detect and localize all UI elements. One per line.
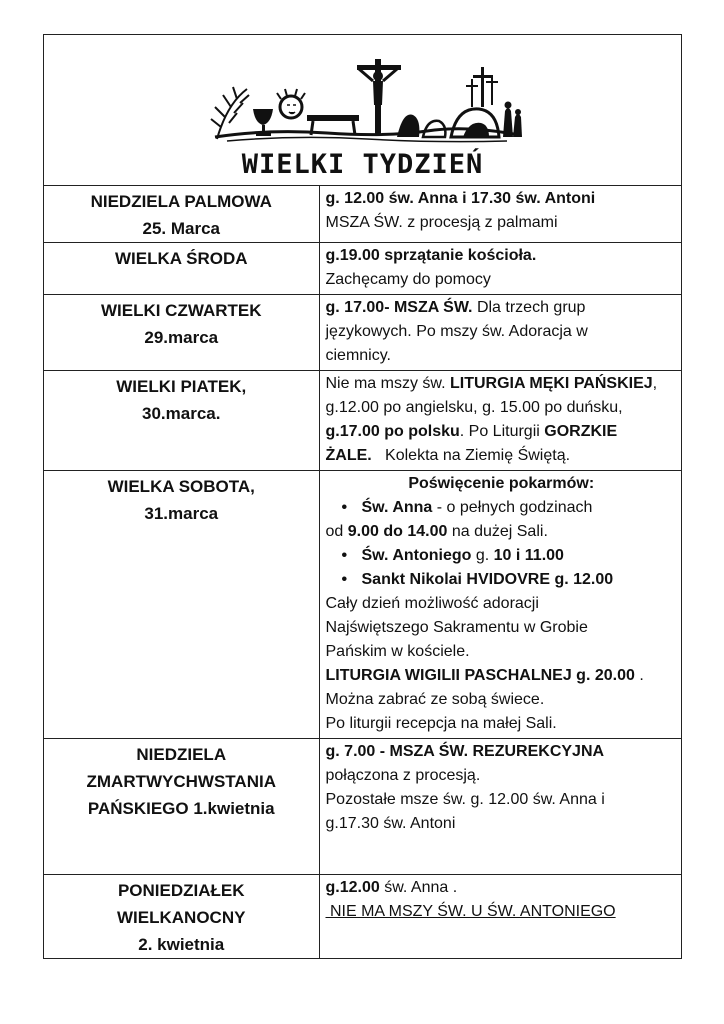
day-cell: WIELKI PIATEK, 30.marca. <box>44 371 319 471</box>
list-item: • Św. Antoniego g. 10 i 11.00 <box>326 544 678 568</box>
schedule-table <box>44 186 681 958</box>
page-title: WIELKI TYDZIEŃ <box>241 149 484 180</box>
info-cell: Nie ma mszy św. LITURGIA MĘKI PAŃSKIEJ, g.12.00 po angielsku, g. 15.00 po duńsku, g.17.00 po polsku. Po Liturgii GORZKIE ŻALE. Kolekta na Ziemię Świętą. <box>319 371 681 471</box>
table-row <box>44 295 681 371</box>
info-cell: g. 12.00 św. Anna i 17.30 św. Antoni MSZA ŚW. z procesją z palmami <box>319 186 681 243</box>
no-mass-notice: NIE MA MSZY ŚW. U ŚW. ANTONIEGO <box>325 903 616 920</box>
info-cell: g. 17.00- MSZA ŚW. Dla trzech grup językowych. Po mszy św. Adoracja w ciemnicy. <box>319 295 681 371</box>
info-cell: Poświęcenie pokarmów: • Św. Anna - o pełnych godzinach od 9.00 do 14.00 na dużej Sali. • Św. Antoniego g. 10 i 11.00 • Sankt Nikolai HVIDOVRE g. 12.00 Cały dzień możliwość adoracji Najświętszego Sakramentu w Grobie Pańskim w kościele. LITURGIA WIGILII PASCHALNEJ g. 20.00 . Można zabrać ze sobą świece. Po liturgii recepcja na małej Sali. <box>319 471 681 739</box>
holy-week-illustration <box>207 49 527 149</box>
info-cell: g.12.00 św. Anna . NIE MA MSZY ŚW. U ŚW. ANTONIEGO <box>319 875 681 959</box>
table-row <box>44 186 681 243</box>
list-item: • Sankt Nikolai HVIDOVRE g. 12.00 <box>326 568 678 592</box>
schedule-sheet <box>43 34 682 959</box>
table-row <box>44 875 681 959</box>
table-row <box>44 471 681 739</box>
header <box>44 35 681 186</box>
info-cell: g. 7.00 - MSZA ŚW. REZUREKCYJNA połączona z procesją. Pozostałe msze św. g. 12.00 św. Anna i g.17.30 św. Antoni <box>319 739 681 875</box>
list-item: • Św. Anna - o pełnych godzinach <box>326 496 678 520</box>
day-cell: WIELKA ŚRODA <box>44 243 319 295</box>
day-cell: NIEDZIELA PALMOWA 25. Marca <box>44 186 319 243</box>
table-row <box>44 371 681 471</box>
info-cell: g.19.00 sprzątanie kościoła. Zachęcamy do pomocy <box>319 243 681 295</box>
day-cell: WIELKA SOBOTA, 31.marca <box>44 471 319 739</box>
day-cell: NIEDZIELA ZMARTWYCHWSTANIA PAŃSKIEGO 1.kwietnia <box>44 739 319 875</box>
day-cell: PONIEDZIAŁEK WIELKANOCNY 2. kwietnia <box>44 875 319 959</box>
table-row <box>44 739 681 875</box>
day-cell: WIELKI CZWARTEK 29.marca <box>44 295 319 371</box>
table-row <box>44 243 681 295</box>
